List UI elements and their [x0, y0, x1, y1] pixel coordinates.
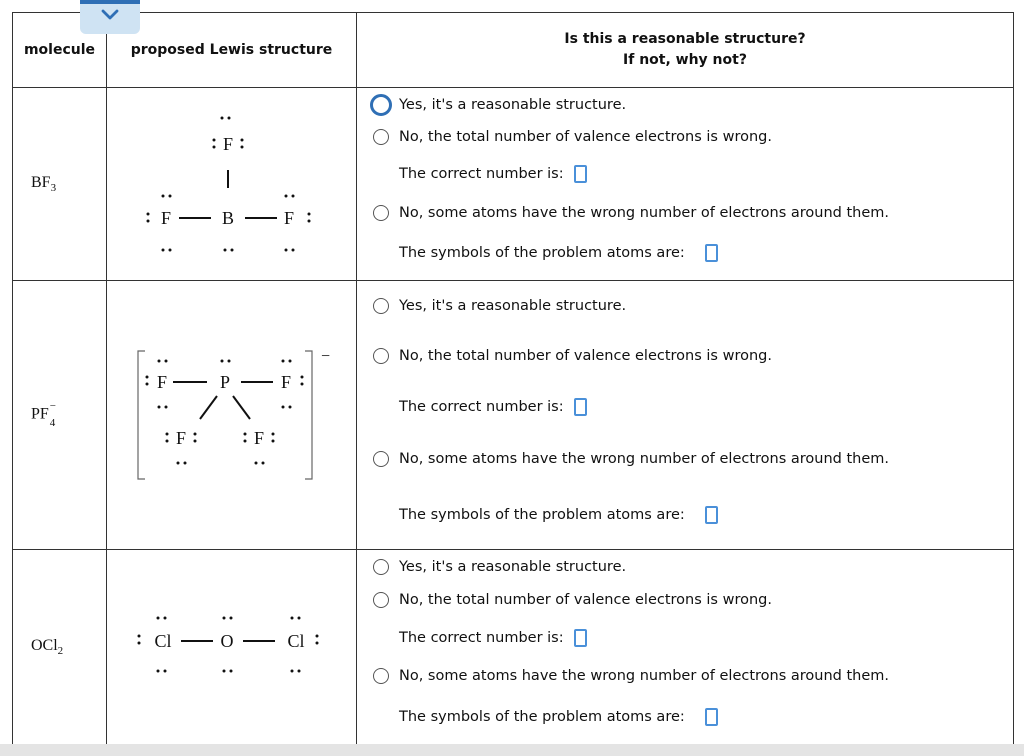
problem-atoms-input[interactable] — [705, 506, 718, 524]
option-label: Yes, it's a reasonable structure. — [399, 298, 627, 314]
option-label: No, some atoms have the wrong number of electrons around them. — [399, 205, 890, 221]
option-yes[interactable] — [373, 559, 626, 575]
correct-number-line — [399, 165, 587, 183]
answer-options-ocl2 — [357, 550, 1014, 745]
bottom-scrollbar[interactable] — [0, 744, 1024, 756]
option-yes[interactable] — [373, 298, 626, 314]
correct-number-input[interactable] — [574, 398, 587, 416]
lewis-atom: Cl — [287, 631, 305, 651]
lewis-atom: P — [219, 372, 231, 392]
radio-button[interactable] — [373, 559, 389, 575]
radio-button[interactable] — [373, 298, 389, 314]
table-header-row — [13, 13, 1014, 88]
radio-button[interactable] — [373, 668, 389, 684]
radio-button[interactable] — [373, 348, 389, 364]
correct-number-label: The correct number is: — [399, 399, 564, 415]
problem-atoms-line — [399, 708, 718, 726]
table-row — [13, 550, 1014, 745]
option-label: No, some atoms have the wrong number of electrons around them. — [399, 668, 890, 684]
molecule-formula — [13, 550, 107, 745]
lewis-structure-table — [12, 12, 1014, 745]
radio-button[interactable] — [373, 592, 389, 608]
formula-superscript: − — [49, 400, 57, 412]
answer-options-bf3 — [357, 88, 1014, 281]
option-wrong-total[interactable] — [373, 348, 772, 364]
option-wrong-atoms[interactable] — [373, 205, 889, 221]
radio-button[interactable] — [373, 129, 389, 145]
option-wrong-atoms[interactable] — [373, 451, 889, 467]
radio-button[interactable] — [373, 205, 389, 221]
radio-button[interactable] — [370, 94, 392, 116]
lewis-atom: B — [221, 208, 235, 228]
lewis-structure-bf3 — [107, 88, 357, 281]
correct-number-line — [399, 398, 587, 416]
lewis-structure-ocl2 — [107, 550, 357, 745]
formula-subscript: 2 — [57, 645, 64, 658]
molecule-formula — [13, 88, 107, 281]
option-label: No, the total number of valence electrons is wrong. — [399, 129, 772, 145]
problem-atoms-label: The symbols of the problem atoms are: — [399, 507, 685, 523]
lewis-atom: Cl — [154, 631, 172, 651]
lewis-atom: F — [156, 372, 168, 392]
table-row — [13, 88, 1014, 281]
header-question — [357, 13, 1014, 88]
formula-main: PF — [31, 405, 49, 423]
correct-number-line — [399, 629, 587, 647]
problem-atoms-label: The symbols of the problem atoms are: — [399, 245, 685, 261]
header-molecule: molecule — [13, 13, 107, 88]
header-question-line1: Is this a reasonable structure? — [564, 31, 806, 47]
formula-main: OCl — [31, 636, 58, 654]
problem-atoms-input[interactable] — [705, 708, 718, 726]
chevron-down-icon — [100, 8, 120, 22]
formula-subscript: 4 — [49, 417, 56, 429]
lewis-atom: F — [175, 428, 187, 448]
option-label: No, the total number of valence electrons is wrong. — [399, 348, 772, 364]
correct-number-label: The correct number is: — [399, 630, 564, 646]
header-lewis-structure: proposed Lewis structure — [107, 13, 357, 88]
radio-button[interactable] — [373, 451, 389, 467]
charge-label: − — [321, 348, 331, 365]
option-label: No, some atoms have the wrong number of electrons around them. — [399, 451, 890, 467]
correct-number-input[interactable] — [574, 165, 587, 183]
option-yes[interactable] — [373, 94, 626, 116]
molecule-formula — [13, 281, 107, 550]
correct-number-input[interactable] — [574, 629, 587, 647]
option-wrong-atoms[interactable] — [373, 668, 889, 684]
option-wrong-total[interactable] — [373, 129, 772, 145]
problem-atoms-label: The symbols of the problem atoms are: — [399, 709, 685, 725]
lewis-atom: F — [283, 208, 295, 228]
correct-number-label: The correct number is: — [399, 166, 564, 182]
problem-atoms-line — [399, 244, 718, 262]
lewis-atom: F — [280, 372, 292, 392]
option-label: No, the total number of valence electrons is wrong. — [399, 592, 772, 608]
problem-atoms-input[interactable] — [705, 244, 718, 262]
answer-options-pf4 — [357, 281, 1014, 550]
lewis-atom: O — [220, 631, 234, 651]
table-row — [13, 281, 1014, 550]
formula-main: BF — [31, 173, 51, 191]
problem-atoms-line — [399, 506, 718, 524]
lewis-atom: F — [253, 428, 265, 448]
lewis-atom: F — [222, 134, 234, 154]
lewis-structure-pf4 — [107, 281, 357, 550]
header-question-line2: If not, why not? — [623, 52, 747, 68]
option-label: Yes, it's a reasonable structure. — [399, 97, 627, 113]
formula-subscript: 3 — [50, 182, 57, 195]
option-label: Yes, it's a reasonable structure. — [399, 559, 627, 575]
option-wrong-total[interactable] — [373, 592, 772, 608]
collapse-tab[interactable] — [80, 0, 140, 34]
lewis-atom: F — [160, 208, 172, 228]
